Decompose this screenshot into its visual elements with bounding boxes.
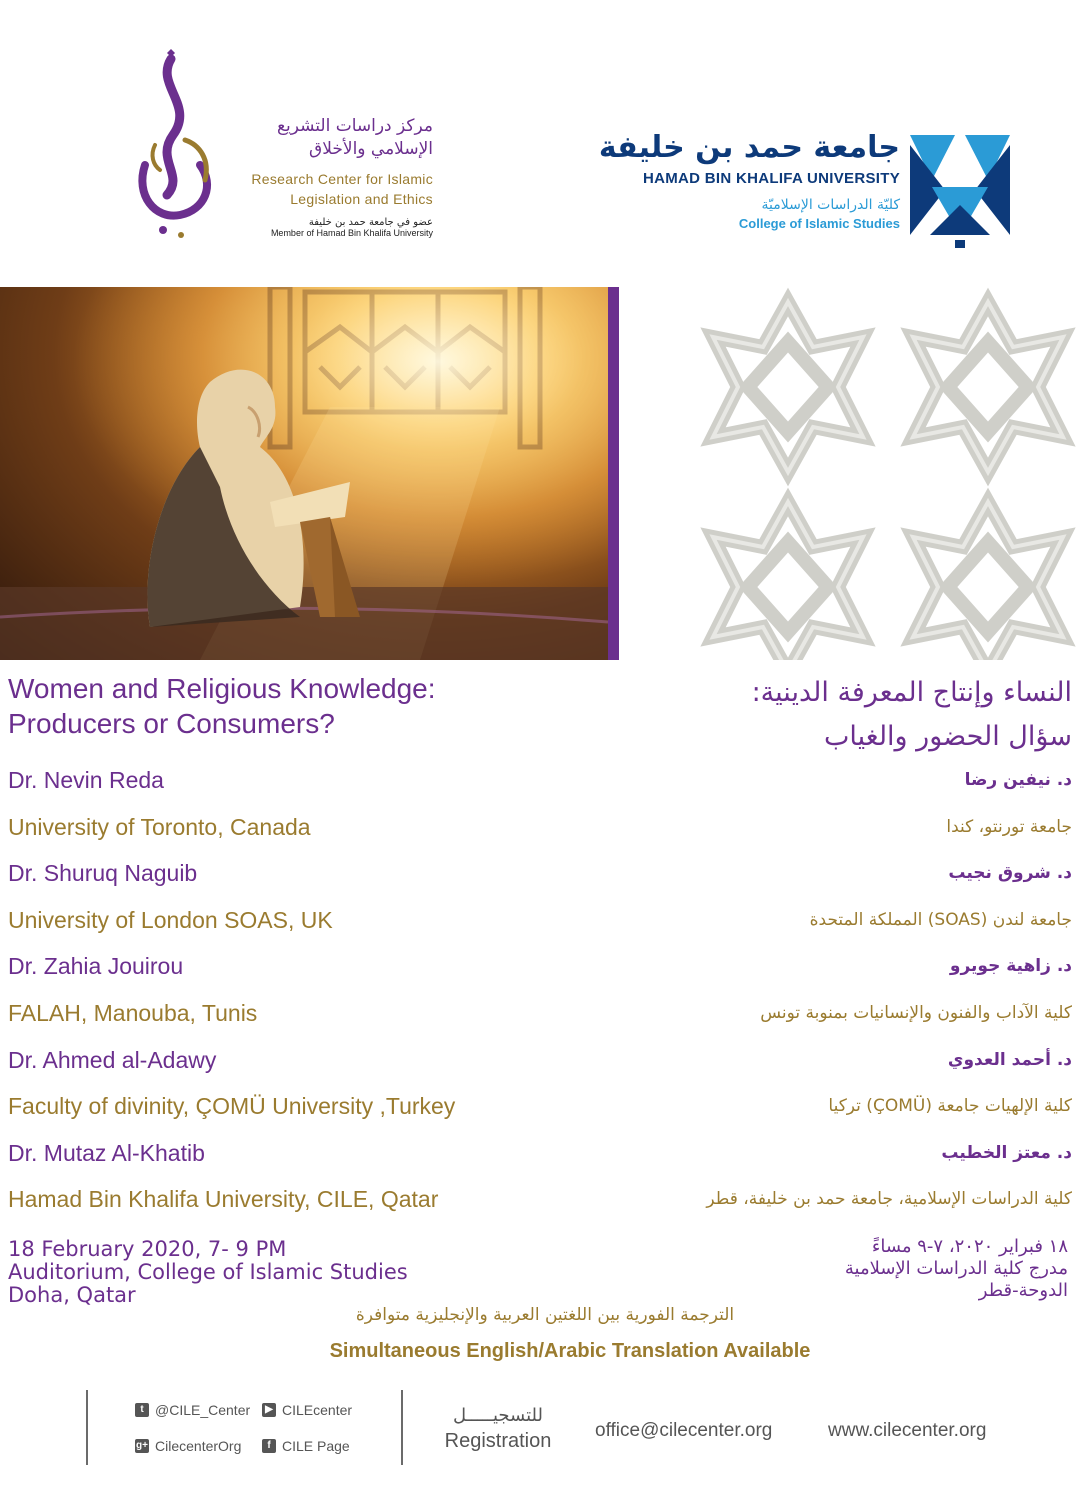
footer-divider [86,1390,88,1465]
youtube-link[interactable] [262,1402,352,1418]
cile-calligraphy-icon [125,45,225,255]
event-date-ar: ١٨ فبراير ٢٠٢٠، ٧-٩ مساءً [871,1236,1068,1257]
hbku-emblem-icon [910,135,1010,250]
event-title-en-line2: Producers or Consumers? [8,708,335,739]
cile-member-ar: عضو في جامعة حمد بن خليفة [308,217,433,228]
speaker-name-en: Dr. Shuruq Naguib [8,860,198,887]
hbku-college-en: College of Islamic Studies [738,216,900,231]
email-link[interactable]: office@cilecenter.org [595,1420,773,1441]
event-venue-ar: مدرج كلية الدراسات الإسلامية [844,1258,1068,1279]
googleplus-handle: CilecenterOrg [155,1438,242,1454]
speaker-affiliation-ar: كلية الدراسات الإسلامية، جامعة حمد بن خليفة، قطر [706,1189,1072,1210]
translation-note-ar: الترجمة الفورية بين اللغتين العربية والإنجليزية متوافرة [355,1305,735,1325]
cile-name-ar-line2: الإسلامي والأخلاق [309,139,433,159]
hero-photo-illustration [0,287,608,660]
hbku-name-ar: جامعة حمد بن خليفة [598,130,900,165]
speaker-affiliation-ar: جامعة لندن (SOAS) المملكة المتحدة [809,909,1072,930]
speaker-name-ar: د. معتز الخطيب [941,1142,1072,1163]
event-details-ar [648,1236,1068,1302]
hero-photo-woman-reading [0,287,608,660]
cile-name-ar-line1: مركز دراسات التشريع [276,116,433,136]
photo-accent-bar [608,287,619,660]
cile-name-block [233,115,433,238]
speaker-name-en: Dr. Zahia Jouirou [8,953,184,980]
speakers-list-en [8,764,588,1230]
googleplus-link[interactable] [135,1438,241,1454]
youtube-icon: ▶ [262,1403,276,1417]
footer-divider [401,1390,403,1465]
speaker-affiliation-en: University of London SOAS, UK [8,906,333,933]
event-title-ar-line1: النساء وإنتاج المعرفة الدينية: [751,677,1072,708]
speaker-affiliation-en: University of Toronto, Canada [8,813,311,840]
speaker-name-en: Dr. Nevin Reda [8,767,164,793]
cile-logo [125,45,435,260]
speaker-affiliation-en: Faculty of divinity, ÇOMÜ University ,Turkey [8,1093,456,1120]
speaker-name-ar: د. شروق نجيب [948,863,1072,884]
event-venue-en: Auditorium, College of Islamic Studies [8,1260,408,1284]
cile-name-en-line1: Research Center for Islamic [251,171,433,187]
event-city-ar: الدوحة-قطر [978,1280,1068,1301]
cile-member-en: Member of Hamad Bin Khalifa University [270,228,433,238]
twitter-handle: @CILE_Center [155,1402,251,1418]
cile-name-en-line2: Legislation and Ethics [290,191,433,207]
twitter-icon: t [135,1403,149,1417]
facebook-link[interactable] [262,1438,350,1454]
hbku-college-ar: كليّة الدراسات الإسلاميّة [761,197,900,213]
speaker-name-en: Dr. Ahmed al-Adawy [8,1046,217,1073]
speaker-affiliation-en: FALAH, Manouba, Tunis [8,999,258,1026]
speaker-name-ar: د. نيفين رضا [964,770,1072,790]
event-title-en [8,671,568,741]
facebook-icon: f [262,1439,276,1453]
translation-note-en: Simultaneous English/Arabic Translation Available [329,1340,811,1362]
speaker-affiliation-ar: كلية الآداب والفنون والإنسانيات بمنوبة تونس [760,1002,1072,1023]
event-title-ar-line2: سؤال الحضور والغياب [824,721,1072,752]
speaker-name-ar: د. زاهية جويرو [949,956,1072,977]
speaker-affiliation-ar: كلية الإلهيات جامعة (ÇOMÜ) تركيا [828,1096,1072,1117]
registration-label-en: Registration [444,1430,552,1452]
event-title-ar [572,671,1072,759]
facebook-handle: CILE Page [282,1438,350,1454]
event-city-en: Doha, Qatar [8,1283,136,1307]
islamic-pattern-icon [688,287,1090,660]
hbku-logo [595,130,1015,255]
islamic-geometric-pattern [688,287,1090,660]
speaker-affiliation-ar: جامعة تورنتو، كندا [946,816,1072,837]
website-link[interactable]: www.cilecenter.org [828,1420,987,1441]
event-details-en [8,1238,528,1307]
hbku-name-en: HAMAD BIN KHALIFA UNIVERSITY [642,170,900,187]
googleplus-icon: g+ [136,1440,148,1451]
event-title-en-line1: Women and Religious Knowledge: [8,673,436,704]
hbku-name-block [595,130,900,231]
registration-label-ar: للتسجيـــــل [453,1405,543,1426]
speaker-affiliation-en: Hamad Bin Khalifa University, CILE, Qatar [8,1186,439,1213]
speakers-list-ar [552,764,1072,1230]
youtube-handle: CILEcenter [282,1402,353,1418]
event-date-en: 18 February 2020, 7- 9 PM [8,1237,287,1261]
speaker-name-ar: د. أحمد العدوي [947,1049,1072,1070]
twitter-link[interactable] [135,1402,250,1418]
speaker-name-en: Dr. Mutaz Al-Khatib [8,1139,205,1166]
